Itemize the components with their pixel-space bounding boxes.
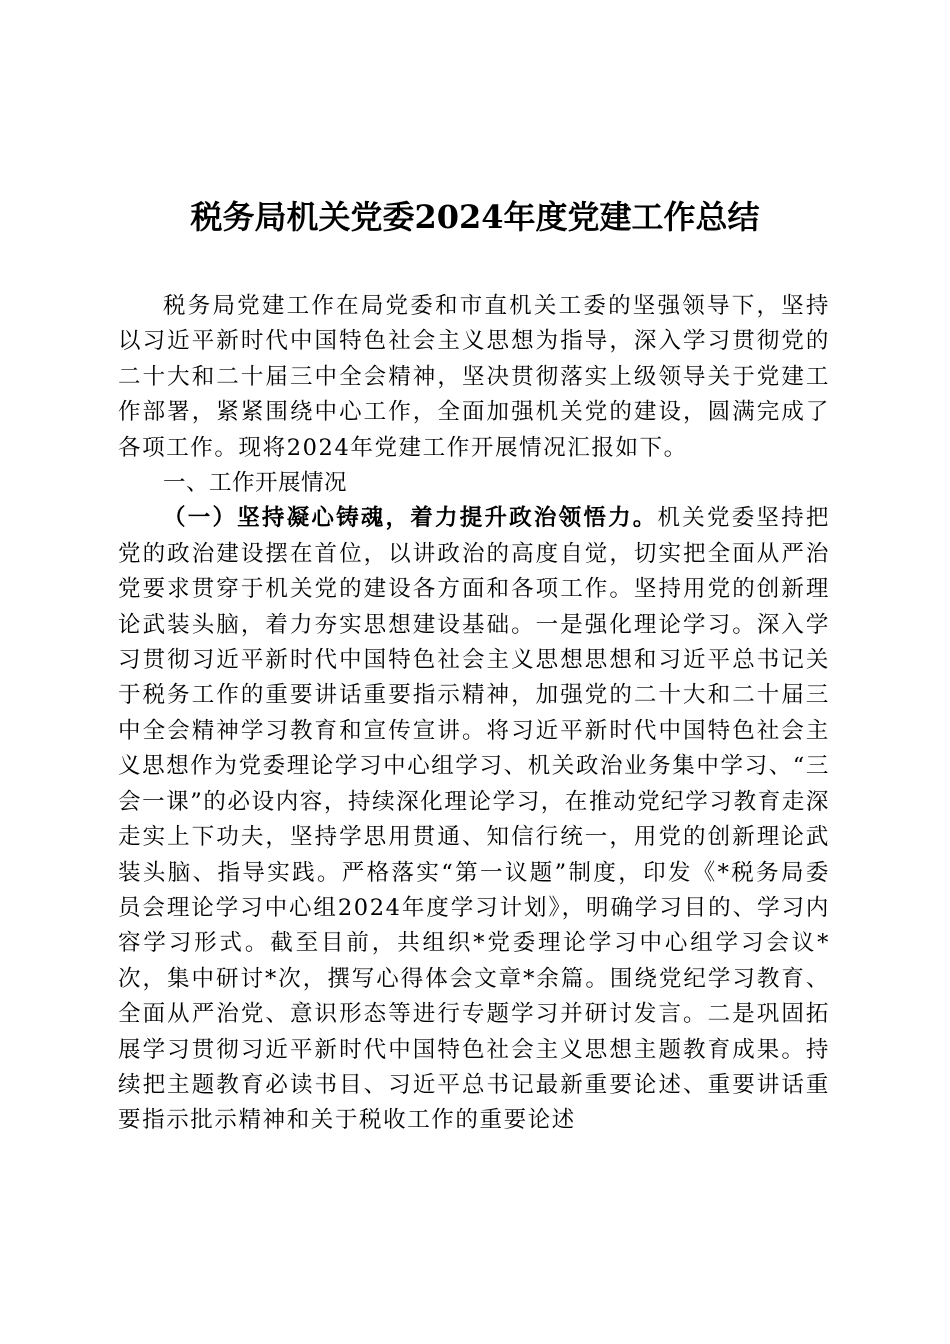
subsection-paragraph-1 bbox=[118, 501, 830, 1138]
section-heading-work-status: 一、工作开展情况 bbox=[163, 470, 348, 497]
intro-paragraph: 税务局党建工作在局党委和市直机关工委的坚强领导下，坚持以习近平新时代中国特色社会主义思想为指导，深入学习贯彻党的二十大和二十届三中全会精神，坚决贯彻落实上级领导关于党建工作部署，紧紧围绕中心工作，全面加强机关党的建设，圆满完成了各项工作。现将2024年党建工作开展情况汇报如下。 bbox=[118, 293, 830, 461]
subsection-lead-title: （一）坚持凝心铸魂，着力提升政治领悟力。 bbox=[163, 505, 658, 532]
subsection-body-text: 机关党委坚持把党的政治建设摆在首位，以讲政治的高度自觉，切实把全面从严治党要求贯穿于机关党的建设各方面和各项工作。坚持用党的创新理论武装头脑，着力夯实思想建设基础。一是强化理论学习。深入学习贯彻习近平新时代中国特色社会主义思想思想和习近平总书记关于税务工作的重要讲话重要指示精神，加强党的二十大和二十届三中全会精神学习教育和宣传宣讲。将习近平新时代中国特色社会主义思想作为党委理论学习中心组学习、机关政治业务集中学习、“三会一课”的必设内容，持续深化理论学习，在推动党纪学习教育走深走实上下功夫，坚持学思用贯通、知信行统一，用党的创新理论武装头脑、指导实践。严格落实“第一议题”制度，印发《*税务局委员会理论学习中心组2024年度学习计划》，明确学习目的、学习内容学习形式。截至目前，共组织*党委理论学习中心组学习会议*次，集中研讨*次，撰写心得体会文章*余篇。围绕党纪学习教育、全面从严治党、意识形态等进行专题学习并研讨发言。二是巩固拓展学习贯彻习近平新时代中国特色社会主义思想主题教育成果。持续把主题教育必读书目、习近平总书记最新重要论述、重要讲话重要指示批示精神和关于税收工作的重要论述 bbox=[118, 505, 831, 1134]
document-body bbox=[118, 289, 830, 1139]
document-title: 税务局机关党委2024年度党建工作总结 bbox=[190, 198, 760, 236]
